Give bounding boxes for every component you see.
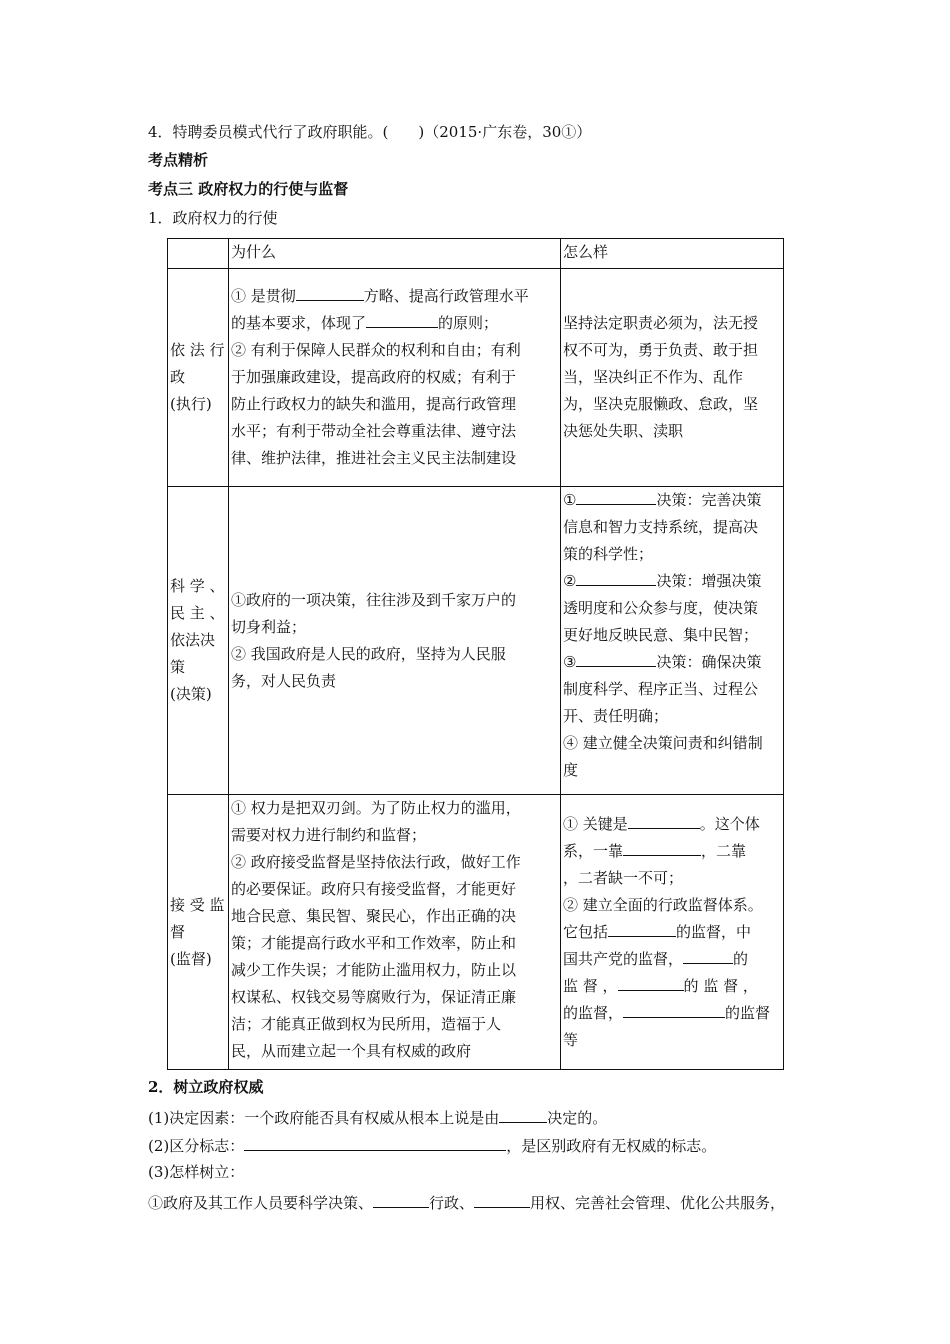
row-label-supervision: [168, 795, 229, 1070]
cell-text: 地合民意、集民智、聚民心，作出正确的决: [231, 907, 517, 925]
cell-text: 减少工作失误；才能防止滥用权力，防止以: [231, 961, 517, 979]
row-label-line: 策: [170, 658, 186, 676]
p4-blank-1: [373, 1191, 429, 1208]
cell-text: 需要对权力进行制约和监督；: [231, 826, 427, 844]
cell-line: [231, 930, 558, 957]
cell-line: [231, 391, 558, 418]
cell-line: [563, 757, 781, 784]
cell-text: 的监督: [725, 1003, 771, 1022]
cell-text: 决策：增强决策: [656, 572, 762, 590]
cell-line: [563, 703, 781, 730]
table-row-supervision: [168, 795, 784, 1070]
cell-line: [563, 919, 781, 946]
cell-text: ① 是贯彻: [231, 287, 296, 305]
fill-blank: [366, 311, 438, 328]
cell-line: [231, 614, 558, 641]
cell-line: [231, 310, 558, 337]
question-4-text: 4．特聘委员模式代行了政府职能。( )（2015·广东卷，30①）: [148, 123, 592, 141]
fill-blank: [623, 1001, 725, 1018]
cell-text: 的监督，中: [676, 922, 752, 941]
row-label-line: (决策): [170, 685, 212, 703]
cell-text: 决策：完善决策: [656, 491, 762, 509]
row-label-decision: [168, 487, 229, 795]
cell-text: 为，坚决克服懒政、怠政，坚: [563, 395, 759, 413]
row-label-line: 接 受 监: [170, 895, 225, 914]
p1-b: 决定的。: [547, 1109, 608, 1127]
cell-line: [231, 876, 558, 903]
cell-text: ② 我国政府是人民的政府，坚持为人民服: [231, 644, 506, 663]
table-header-row: [168, 239, 784, 269]
cell-line: [563, 541, 781, 568]
row-label-line: 民 主 、: [170, 604, 225, 622]
paragraph-1: [148, 1106, 607, 1128]
cell-text: ，二者缺一不可；: [563, 868, 684, 887]
cell-text: ③: [563, 653, 577, 671]
cell-line: [231, 903, 558, 930]
row-label-line: 依 法 行: [170, 341, 225, 359]
cell-text: 洁；才能真正做到权为民所用，造福于人: [231, 1015, 502, 1033]
cell-text: ② 政府接受监督是坚持依法行政，做好工作: [231, 853, 521, 871]
cell-line: [231, 641, 558, 668]
cell-text: 策的科学性；: [563, 545, 654, 563]
paragraph-2: [148, 1134, 716, 1156]
cell-line: [563, 892, 781, 919]
cell-line: [563, 1000, 781, 1027]
cell-text: ④ 建立健全决策问责和纠错制: [563, 734, 763, 752]
cell-text: 度: [563, 761, 579, 779]
fill-blank: [608, 920, 676, 937]
why-supervision: [229, 795, 561, 1070]
section-heading-kdjx: 考点精析: [148, 151, 209, 169]
p1-blank: [499, 1106, 547, 1123]
paragraph-4: [148, 1191, 785, 1213]
p4-blank-2: [474, 1191, 530, 1208]
cell-line: [563, 730, 781, 757]
cell-line: [563, 568, 781, 595]
cell-text: 的: [733, 949, 749, 968]
cell-line: [231, 283, 558, 310]
cell-line: [231, 1011, 558, 1038]
cell-line: [231, 418, 558, 445]
cell-line: [563, 676, 781, 703]
cell-text: ②: [563, 572, 577, 590]
fill-blank: [296, 284, 364, 301]
row-label-line: 督: [170, 922, 186, 941]
cell-line: [563, 514, 781, 541]
cell-line: [563, 946, 781, 973]
row-label-line: 依法决: [170, 631, 216, 649]
cell-line: [563, 310, 781, 337]
how-decision: [561, 487, 784, 795]
fill-blank: [576, 650, 656, 667]
row-label-line: 政: [170, 368, 186, 386]
p2-blank: [244, 1134, 506, 1151]
cell-text: 的基本要求，体现了: [231, 314, 367, 332]
cell-line: [563, 649, 781, 676]
cell-text: 监 督 ，: [563, 976, 618, 995]
cell-line: [231, 1038, 558, 1065]
cell-text: 的原则；: [438, 314, 499, 332]
fill-blank: [576, 569, 656, 586]
cell-text: 防止行政权力的缺失和滥用，提高行政管理: [231, 395, 517, 413]
cell-line: [563, 622, 781, 649]
header-how: 怎么样: [561, 239, 784, 269]
cell-text: 信息和智力支持系统，提高决: [563, 518, 759, 536]
cell-text: 策；才能提高行政水平和工作效率，防止和: [231, 934, 517, 952]
cell-line: [231, 849, 558, 876]
cell-text: 律、维护法律，推进社会主义民主法制建设: [231, 449, 517, 467]
p4-c: 用权、完善社会管理、优化公共服务，: [530, 1194, 786, 1212]
cell-line: [563, 1027, 781, 1054]
cell-text: 水平；有利于带动全社会尊重法律、遵守法: [231, 422, 517, 440]
cell-line: [563, 973, 781, 1000]
cell-text: 系，一靠: [563, 841, 624, 860]
row-label-admin: [168, 269, 229, 487]
p2-a: (2)区分标志：: [148, 1137, 245, 1155]
table-row-admin: [168, 269, 784, 487]
cell-text: 决惩处失职、渎职: [563, 422, 684, 440]
paragraph-3: (3)怎样树立：: [148, 1163, 245, 1181]
cell-text: ② 有利于保障人民群众的权利和自由；有利: [231, 341, 521, 359]
cell-text: 等: [563, 1030, 579, 1049]
table-row-decision: [168, 487, 784, 795]
header-empty: [168, 239, 229, 269]
fill-blank: [628, 812, 700, 829]
row-label-line: (监督): [170, 949, 212, 968]
cell-line: [231, 445, 558, 472]
cell-text: ② 建立全面的行政监督体系。: [563, 895, 763, 914]
cell-text: 坚持法定职责必须为，法无授: [563, 314, 759, 332]
cell-line: [231, 587, 558, 614]
row-label-line: (执行): [170, 395, 212, 413]
why-decision: [229, 487, 561, 795]
how-admin: [561, 269, 784, 487]
header-why: 为什么: [229, 239, 561, 269]
cell-text: ①政府的一项决策，往往涉及到千家万户的: [231, 590, 517, 609]
cell-line: [563, 337, 781, 364]
cell-text: 当，坚决纠正不作为、乱作: [563, 368, 744, 386]
cell-text: 国共产党的监督，: [563, 949, 684, 968]
cell-text: 透明度和公众参与度，使决策: [563, 599, 759, 617]
cell-text: 的 监 督 ，: [683, 976, 758, 995]
cell-text: 方略、提高行政管理水平: [363, 287, 529, 305]
cell-text: ，二靠: [701, 841, 747, 860]
cell-line: [563, 838, 781, 865]
cell-line: [231, 957, 558, 984]
cell-text: 决策：确保决策: [656, 653, 762, 671]
cell-text: ① 权力是把双刃剑。为了防止权力的滥用，: [231, 799, 521, 817]
p1-a: (1)决定因素：一个政府能否具有权威从根本上说是由: [148, 1109, 500, 1127]
fill-blank: [683, 947, 733, 964]
cell-text: 的必要保证。政府只有接受监督，才能更好: [231, 880, 517, 898]
cell-line: [231, 364, 558, 391]
subheading-2: 2．树立政府权威: [148, 1078, 264, 1096]
cell-text: ① 关键是: [563, 814, 628, 833]
section-heading-kd3: 考点三 政府权力的行使与监督: [148, 180, 349, 198]
cell-line: [563, 391, 781, 418]
fill-blank: [618, 974, 684, 991]
cell-text: 。这个体: [699, 814, 760, 833]
cell-text: 的监督，: [563, 1003, 624, 1022]
cell-line: [231, 795, 558, 822]
cell-line: [231, 337, 558, 364]
cell-text: 它包括: [563, 922, 609, 941]
cell-line: [231, 984, 558, 1011]
how-supervision: [561, 795, 784, 1070]
cell-line: [563, 487, 781, 514]
p4-a: ①政府及其工作人员要科学决策、: [148, 1194, 374, 1212]
p4-b: 行政、: [429, 1194, 475, 1212]
cell-text: 开、责任明确；: [563, 707, 669, 725]
power-table: [167, 238, 784, 1070]
cell-text: 权不可为，勇于负责、敢于担: [563, 341, 759, 359]
cell-text: 制度科学、程序正当、过程公: [563, 680, 759, 698]
cell-text: 权谋私、权钱交易等腐败行为，保证清正廉: [231, 988, 517, 1006]
cell-text: ①: [563, 491, 577, 509]
cell-line: [563, 418, 781, 445]
cell-line: [563, 865, 781, 892]
cell-text: 更好地反映民意、集中民智；: [563, 626, 759, 644]
question-4: [148, 122, 591, 142]
subheading-1: 1．政府权力的行使: [148, 209, 278, 227]
fill-blank: [623, 839, 701, 856]
row-label-line: 科 学 、: [170, 577, 225, 595]
cell-text: 于加强廉政建设，提高政府的权威；有利于: [231, 368, 517, 386]
cell-line: [563, 364, 781, 391]
cell-line: [563, 595, 781, 622]
cell-text: 民，从而建立起一个具有权威的政府: [231, 1042, 472, 1060]
p2-b: ，是区别政府有无权威的标志。: [506, 1137, 717, 1155]
cell-text: 务，对人民负责: [231, 671, 337, 690]
cell-line: [231, 668, 558, 695]
cell-text: 切身利益；: [231, 617, 307, 636]
why-admin: [229, 269, 561, 487]
cell-line: [231, 822, 558, 849]
cell-line: [563, 811, 781, 838]
fill-blank: [576, 488, 656, 505]
